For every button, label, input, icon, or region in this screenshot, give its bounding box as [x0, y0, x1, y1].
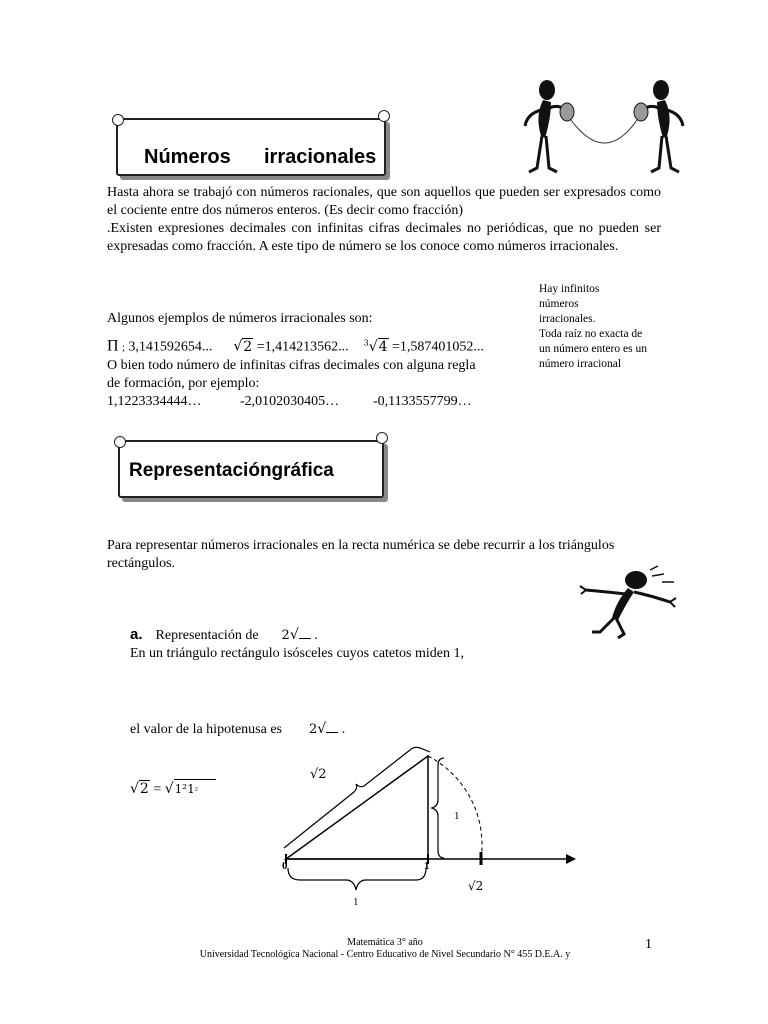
vertical-brace: [432, 758, 444, 858]
horizontal-brace: [288, 868, 426, 890]
one-label: 1: [424, 860, 430, 872]
scroll-curl-icon: [114, 436, 126, 448]
part-a-sqrt-2: 2√: [282, 627, 311, 643]
part-a-line2: En un triángulo rectángulo isósceles cuyos catetos miden 1,: [130, 646, 464, 661]
footer-line2: Universidad Tecnológica Nacional - Centro Educativo de Nivel Secundario N° 455 D.E.A. y: [199, 949, 571, 960]
formula-lhs: √2: [130, 781, 149, 797]
section-intro: Para representar números irracionales en la recta numérica se debe recurrir a los triángulos rectángulos.: [107, 538, 615, 571]
section-banner: [118, 440, 384, 498]
compass-arc: [428, 756, 482, 859]
hypotenuse-text-row: [130, 720, 345, 739]
sqrt2-point-label: √2: [468, 879, 484, 893]
origin-label: 0: [282, 860, 288, 872]
cbrt-4-expression: $^3$√4: [363, 338, 388, 355]
section-title: Representacióngráfica: [129, 460, 334, 481]
examples-rule-line1: O bien todo número de infinitas cifras decimales con alguna regla: [107, 358, 476, 373]
pi-colon: ;: [122, 342, 125, 354]
jumping-figure-illustration: [578, 562, 688, 642]
sqrt-2-value: =1,414213562...: [256, 339, 349, 355]
intro-paragraph-2: .Existen expresiones decimales con infinitas cifras decimales no periódicas, que no pueden ser expresadas como fracción. A este tipo de número se los conoce como números irracionales.: [107, 221, 661, 254]
side-note-line: número irracional: [539, 358, 622, 370]
part-a-heading-end: .: [314, 628, 318, 643]
side-note-line: Toda raíz no exacta de: [539, 328, 643, 340]
footer: [160, 937, 610, 961]
sqrt-2-expression: √2: [233, 338, 253, 355]
part-a-heading: [130, 626, 318, 645]
pi-value: 3,141592654...: [128, 339, 213, 355]
horizontal-leg-label: 1: [353, 896, 359, 908]
example-2: -2,0102030405…: [240, 394, 340, 409]
part-a-heading-text: Representación de: [155, 628, 259, 643]
example-3: -0,1133557799…: [373, 394, 472, 409]
example-1: 1,1223334444…: [107, 394, 202, 409]
sqrt2-number-line-diagram: [270, 740, 580, 910]
examples-row: [107, 334, 484, 358]
cbrt-4-value: =1,587401052...: [392, 339, 484, 355]
hypotenuse-text: el valor de la hipotenusa es: [130, 722, 283, 737]
formula-rhs: √1²1²: [165, 781, 216, 797]
pi-symbol: Π: [107, 337, 119, 355]
side-note: [539, 282, 679, 372]
tin-can-phone-figures-illustration: [515, 76, 695, 180]
examples-rule-line2: de formación, por ejemplo:: [107, 376, 260, 391]
right-triangle: [286, 756, 428, 859]
vertical-leg-label: 1: [454, 810, 460, 822]
pythagoras-formula: [130, 779, 216, 800]
scroll-curl-icon: [376, 432, 388, 444]
scroll-curl-icon: [378, 110, 390, 122]
examples-heading: Algunos ejemplos de números irracionales son:: [107, 311, 373, 326]
intro-paragraph-1: Hasta ahora se trabajó con números racionales, que son aquellos que pueden ser expresados como el cociente entre dos números enteros. (Es decir como fracción): [107, 185, 661, 218]
side-note-line: Hay infinitos: [539, 283, 600, 295]
scroll-curl-icon: [112, 114, 124, 126]
hypotenuse-label: √2: [310, 767, 327, 782]
side-note-line: números: [539, 298, 579, 310]
side-note-line: irracionales.: [539, 313, 596, 325]
number-line-arrow-icon: [566, 854, 576, 864]
hypotenuse-brace: [284, 747, 430, 848]
side-note-line: un número entero es un: [539, 343, 647, 355]
footer-line1: Matemática 3° año: [347, 937, 423, 948]
hypotenuse-sqrt-2: 2√: [309, 721, 338, 737]
page-title-word1: Números: [144, 146, 231, 168]
title-banner: [116, 118, 386, 176]
formula-eq: =: [153, 782, 162, 797]
page-title-word2: irracionales: [264, 146, 377, 168]
part-a-label: a.: [130, 626, 143, 643]
page-number: 1: [645, 937, 652, 952]
hypotenuse-end: .: [341, 722, 346, 737]
